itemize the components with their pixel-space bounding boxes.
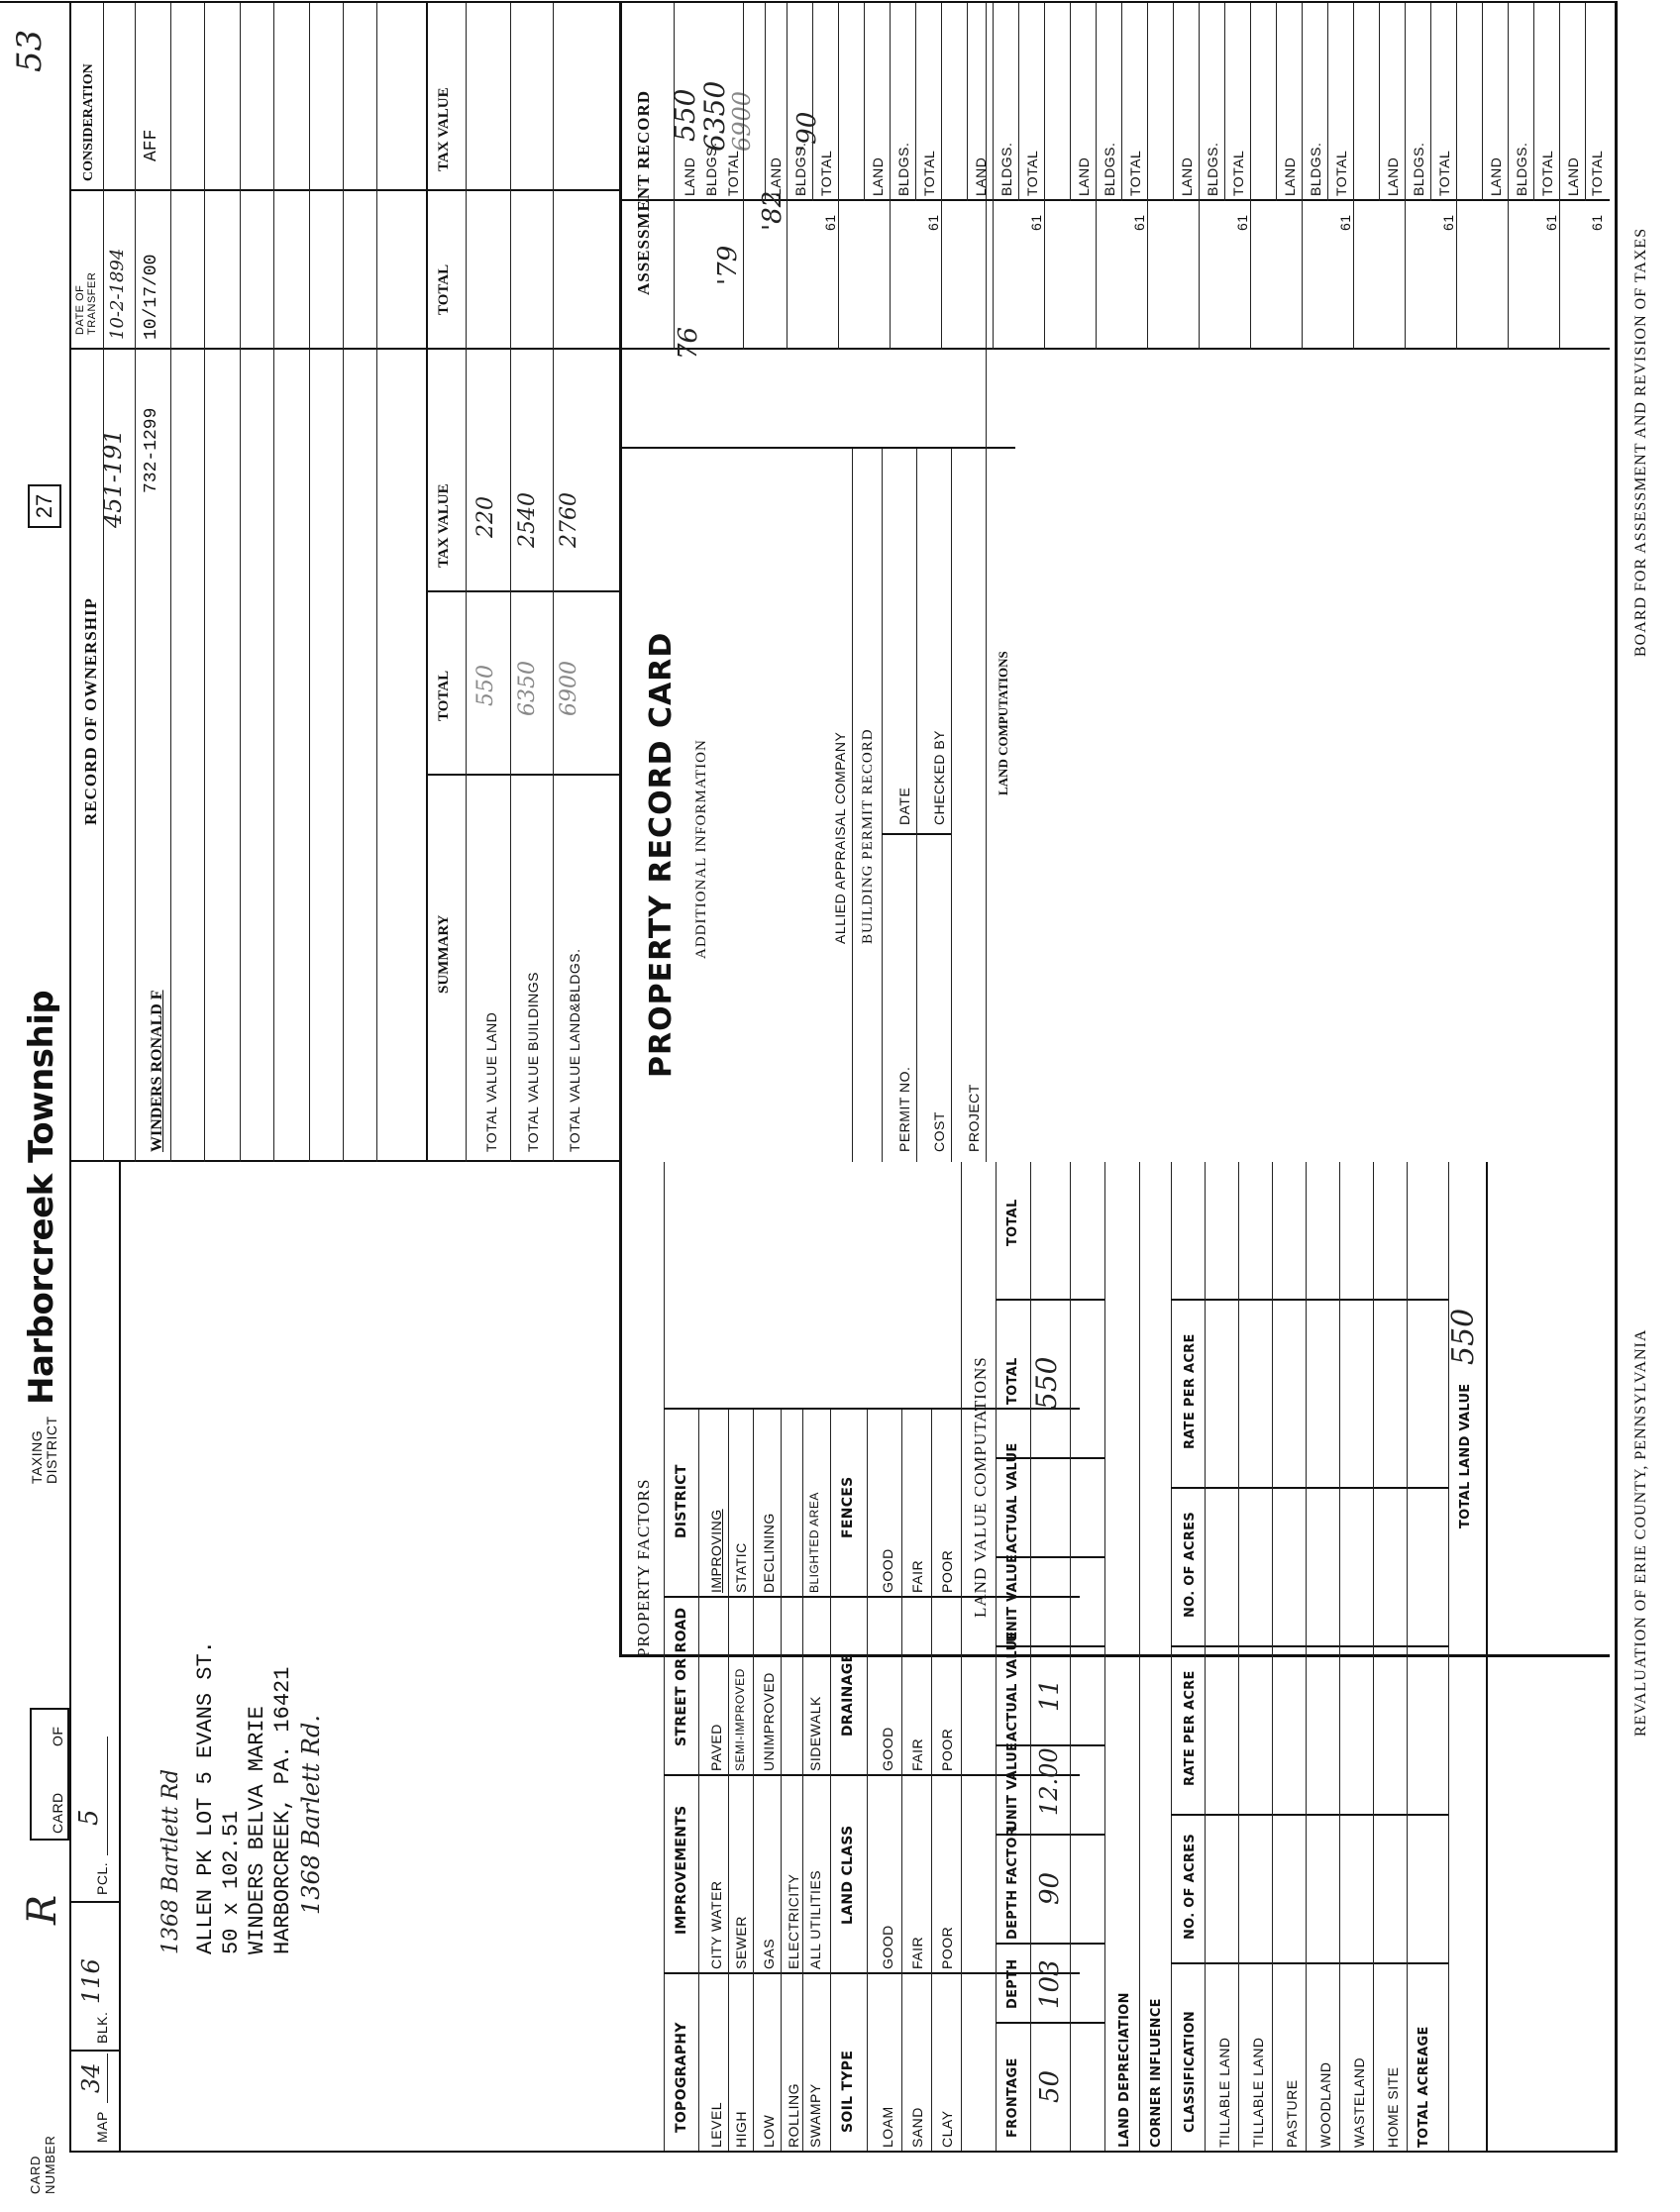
assess-bldgs-2: BLDGS. <box>792 142 808 196</box>
street-semi-improved: SEMI-IMPROVED <box>733 1668 747 1771</box>
lv-actual-value-2: ACTUAL VALUE <box>1005 1442 1020 1553</box>
consideration-label: CONSIDERATION <box>81 63 96 181</box>
date-2: 10/17/00 <box>142 254 161 340</box>
year-prefix-3: 61 <box>925 214 941 231</box>
summary-row-2-total: 6350 <box>515 661 540 716</box>
deed-2: 732-1299 <box>142 407 161 493</box>
assess-total-label: TOTAL <box>436 263 452 315</box>
assess-bldgs-1: BLDGS. <box>703 142 719 196</box>
assess-land-9: LAND <box>1488 157 1504 196</box>
assess-total-value-1: 6900 <box>728 90 756 152</box>
additional-info-label: ADDITIONAL INFORMATION <box>693 739 709 959</box>
class-header-acres-2: NO. OF ACRES <box>1183 1511 1198 1618</box>
assess-total-6: TOTAL <box>1230 150 1246 196</box>
assess-bldgs-6: BLDGS. <box>1205 142 1220 196</box>
assess-year-2: '79 <box>713 245 743 285</box>
district-blighted: BLIGHTED AREA <box>807 1492 821 1593</box>
class-wasteland: WASTELAND <box>1351 2056 1367 2148</box>
taxing-district-value: Harborcreek Township <box>22 990 61 1405</box>
of-label: OF <box>50 1726 65 1746</box>
land-computations-label: LAND COMPUTATIONS <box>996 651 1010 795</box>
assessment-title: ASSESSMENT RECORD <box>634 89 653 295</box>
assess-land-10: LAND <box>1565 157 1581 196</box>
soil-sand: SAND <box>909 2107 925 2148</box>
class-tillable-1: TILLABLE LAND <box>1216 2037 1232 2148</box>
fences-poor: POOR <box>939 1549 955 1593</box>
pcl-value: 5 <box>74 1809 104 1826</box>
summary-title: SUMMARY <box>436 914 452 994</box>
assess-bldgs-4: BLDGS. <box>998 142 1014 196</box>
imp-gas: GAS <box>761 1938 777 1969</box>
lv-total-2: TOTAL <box>1005 1199 1020 1246</box>
lv-depth-value: 103 <box>1035 1959 1065 2009</box>
checked-by-label: CHECKED BY <box>931 729 947 825</box>
assess-bldgs-8: BLDGS. <box>1411 142 1426 196</box>
assess-bldgs-3: BLDGS. <box>895 142 911 196</box>
class-header-classification: CLASSIFICATION <box>1183 2010 1198 2133</box>
street-unimproved: UNIMPROVED <box>761 1672 777 1771</box>
lv-total-1: TOTAL <box>1005 1357 1020 1405</box>
year-prefix-5: 61 <box>1131 214 1147 231</box>
owner-2: WINDERS RONALD F <box>149 990 165 1152</box>
assess-total-8: TOTAL <box>1436 150 1452 196</box>
year-prefix-10: 61 <box>1589 214 1605 231</box>
summary-row-1-label: TOTAL VALUE LAND <box>483 1011 499 1152</box>
assess-bldgs-9: BLDGS. <box>1514 142 1529 196</box>
taxing-district-label: TAXING DISTRICT <box>29 1416 59 1484</box>
permit-record-label: BUILDING PERMIT RECORD <box>860 728 876 944</box>
assess-land-7: LAND <box>1282 157 1298 196</box>
topo-rolling: ROLLING <box>786 2083 801 2148</box>
lv-depth: DEPTH <box>1005 1958 1020 2009</box>
year-prefix-4: 61 <box>1028 214 1044 231</box>
footer-right: BOARD FOR ASSESSMENT AND REVISION OF TAXES <box>1632 227 1649 657</box>
summary-row-2-tax: 2540 <box>515 492 540 548</box>
lv-unit-value-2: UNIT VALUE <box>1005 1553 1020 1642</box>
drainage-poor: POOR <box>939 1728 955 1771</box>
soil-type-header: SOIL TYPE <box>840 2050 856 2133</box>
land-class-header: LAND CLASS <box>840 1825 856 1925</box>
property-line-4: HARBORCREEK, PA. 16421 <box>270 1666 295 1954</box>
assess-total-2: TOTAL <box>818 150 834 196</box>
class-pasture: PASTURE <box>1284 2079 1300 2148</box>
assess-total-4: TOTAL <box>1024 150 1040 196</box>
year-prefix-6: 61 <box>1234 214 1250 231</box>
imp-electricity: ELECTRICITY <box>786 1873 801 1969</box>
assess-land-2: LAND <box>768 157 784 196</box>
fences-header: FENCES <box>840 1476 856 1538</box>
assess-land-6: LAND <box>1179 157 1195 196</box>
assess-land-4: LAND <box>973 157 989 196</box>
district-static: STATIC <box>733 1542 749 1593</box>
summary-row-1-total: 550 <box>473 665 498 706</box>
year-prefix-2: 61 <box>822 214 838 231</box>
imp-sewer: SEWER <box>733 1916 749 1969</box>
project-label: PROJECT <box>966 1084 982 1152</box>
topo-swampy: SWAMPY <box>807 2083 823 2148</box>
corner-number: 53 <box>10 29 50 72</box>
map-value: 34 <box>77 2062 105 2093</box>
record-card-title: PROPERTY RECORD CARD <box>644 631 679 1078</box>
assess-land-8: LAND <box>1385 157 1401 196</box>
assess-bldgs-value-1: 6350 <box>698 80 731 152</box>
ownership-title: RECORD OF OWNERSHIP <box>81 597 100 825</box>
assess-land-5: LAND <box>1076 157 1092 196</box>
fences-fair: FAIR <box>909 1559 925 1593</box>
total-acreage-label: TOTAL ACREAGE <box>1417 2026 1431 2148</box>
date-1: 10-2-1894 <box>107 248 128 340</box>
fences-good: GOOD <box>880 1548 895 1593</box>
lv-actual-value-value: 11 <box>1035 1678 1065 1712</box>
summary-row-3-tax: 2760 <box>557 492 581 548</box>
company-label: ALLIED APPRAISAL COMPANY <box>832 731 848 944</box>
property-line-1: ALLEN PK LOT 5 EVANS ST. <box>193 1640 218 1954</box>
lv-actual-value-1: ACTUAL VALUE <box>1005 1631 1020 1741</box>
assess-tax-label: TAX VALUE <box>436 87 452 171</box>
land-class-fair: FAIR <box>909 1936 925 1969</box>
assess-land-3: LAND <box>870 157 886 196</box>
summary-row-1-tax: 220 <box>473 496 498 538</box>
assess-total-5: TOTAL <box>1127 150 1143 196</box>
hand-address: 1368 Bartlett Rd <box>158 1769 183 1954</box>
soil-clay: CLAY <box>939 2110 955 2148</box>
district-declining: DECLINING <box>761 1513 777 1593</box>
consideration-2: AFF <box>142 129 161 161</box>
assess-land-1: LAND <box>682 157 697 196</box>
topo-level: LEVEL <box>708 2101 724 2148</box>
summary-total-label: TOTAL <box>436 670 452 721</box>
card-number-value: R <box>20 1894 65 1925</box>
year-prefix-9: 61 <box>1543 214 1559 231</box>
blk-value: 116 <box>77 1958 105 2004</box>
class-woodland: WOODLAND <box>1317 2061 1333 2148</box>
street-header: STREET OR ROAD <box>674 1607 689 1746</box>
date-of-transfer-label: DATE OF TRANSFER <box>74 271 98 335</box>
property-line-2: 50 x 102.51 <box>219 1810 244 1954</box>
assess-total-1: TOTAL <box>725 150 741 196</box>
lv-unit-value-value: 12.00 <box>1035 1747 1063 1816</box>
property-line-3: WINDERS BELVA MARIE <box>245 1706 269 1954</box>
class-header-rate-1: RATE PER ACRE <box>1183 1670 1198 1786</box>
assess-bldgs-7: BLDGS. <box>1308 142 1323 196</box>
blk-label: BLK. <box>94 2011 110 2044</box>
drainage-header: DRAINAGE <box>840 1652 856 1737</box>
improvements-header: IMPROVEMENTS <box>674 1805 689 1935</box>
hand-street: 1368 Barlett Rd. <box>297 1715 325 1915</box>
class-home-site: HOME SITE <box>1385 2066 1401 2148</box>
lv-unit-value-1: UNIT VALUE <box>1005 1741 1020 1831</box>
map-label: MAP <box>94 2111 110 2143</box>
pcl-label: PCL. <box>94 1861 110 1895</box>
lv-frontage-value: 50 <box>1035 2069 1065 2103</box>
date-label: DATE <box>896 787 912 825</box>
assess-year-4: '90 <box>792 111 822 152</box>
drainage-fair: FAIR <box>909 1738 925 1771</box>
total-land-value: 550 <box>1446 1308 1481 1365</box>
district-improving: IMPROVING <box>708 1509 724 1593</box>
drainage-good: GOOD <box>880 1727 895 1771</box>
lv-depth-factor-value: 90 <box>1035 1871 1065 1905</box>
topography-header: TOPOGRAPHY <box>674 2022 689 2133</box>
topo-high: HIGH <box>733 2111 749 2148</box>
imp-all-utilities: ALL UTILITIES <box>807 1869 823 1969</box>
assess-total-7: TOTAL <box>1333 150 1349 196</box>
street-paved: PAVED <box>708 1724 724 1771</box>
soil-loam: LOAM <box>880 2106 895 2148</box>
assess-total-10: TOTAL <box>1589 150 1605 196</box>
box-number: 27 <box>28 484 61 528</box>
assess-bldgs-5: BLDGS. <box>1102 142 1117 196</box>
land-class-poor: POOR <box>939 1926 955 1969</box>
year-prefix-7: 61 <box>1337 214 1353 231</box>
permit-no-label: PERMIT NO. <box>896 1066 912 1152</box>
street-sidewalk: SIDEWALK <box>807 1696 823 1771</box>
lv-depth-factor: DEPTH FACTOR <box>1005 1827 1020 1940</box>
assess-total-9: TOTAL <box>1539 150 1555 196</box>
cost-label: COST <box>931 1111 947 1152</box>
assess-year-3: '82 <box>758 190 788 231</box>
property-lines <box>193 1640 296 1954</box>
land-depreciation-label: LAND DEPRECIATION <box>1117 1992 1132 2148</box>
district-header: DISTRICT <box>674 1464 689 1538</box>
corner-influence-label: CORNER INFLUENCE <box>1149 1998 1164 2148</box>
assess-land-value-1: 550 <box>669 88 701 142</box>
land-value-title: LAND VALUE COMPUTATIONS <box>971 1356 990 1618</box>
summary-row-2-label: TOTAL VALUE BUILDINGS <box>525 972 541 1152</box>
summary-row-3-label: TOTAL VALUE LAND&BLDGS. <box>567 948 582 1152</box>
assess-year-1: 76 <box>674 326 703 360</box>
lv-total-value: 550 <box>1030 1356 1063 1410</box>
total-land-value-label: TOTAL LAND VALUE <box>1458 1383 1473 1528</box>
card-number-label: CARD NUMBER <box>28 2135 57 2194</box>
card-label: CARD <box>50 1792 65 1834</box>
class-header-rate-2: RATE PER ACRE <box>1183 1333 1198 1449</box>
assess-total-3: TOTAL <box>921 150 937 196</box>
class-header-acres-1: NO. OF ACRES <box>1183 1833 1198 1940</box>
land-class-good: GOOD <box>880 1925 895 1969</box>
factors-title: PROPERTY FACTORS <box>634 1478 653 1657</box>
footer-left: REVALUATION OF ERIE COUNTY, PENNSYLVANIA <box>1632 1328 1649 1737</box>
lv-frontage: FRONTAGE <box>1005 2057 1020 2138</box>
summary-tax-label: TAX VALUE <box>436 483 452 568</box>
summary-row-3-total: 6900 <box>557 661 581 716</box>
topo-low: LOW <box>761 2114 777 2148</box>
deed-1: 451-191 <box>99 429 127 528</box>
imp-city-water: CITY WATER <box>708 1880 724 1969</box>
year-prefix-8: 61 <box>1440 214 1456 231</box>
class-tillable-2: TILLABLE LAND <box>1250 2037 1266 2148</box>
